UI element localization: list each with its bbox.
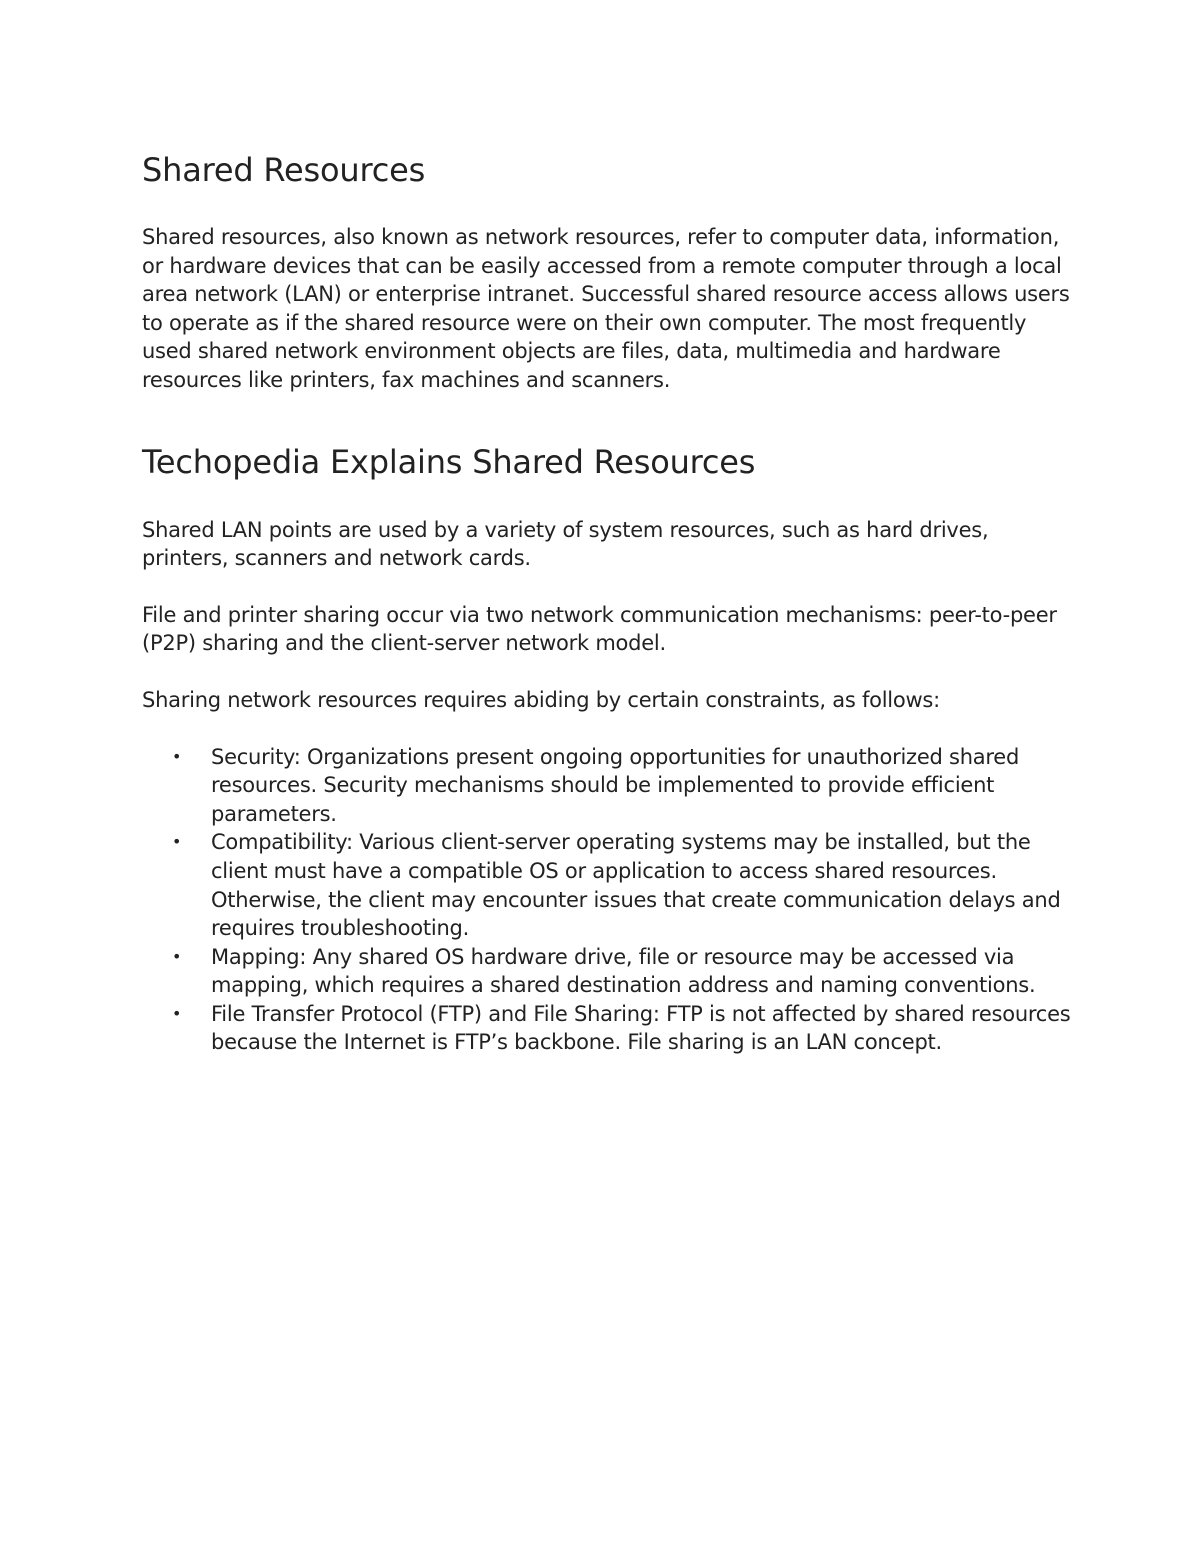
list-item	[142, 1000, 1077, 1057]
bullet-icon: •	[172, 946, 182, 966]
list-item	[142, 943, 1077, 1000]
page-title: Shared Resources	[142, 151, 426, 189]
bullet-icon: •	[172, 1003, 182, 1023]
section-heading: Techopedia Explains Shared Resources	[142, 442, 756, 481]
body-paragraph-1: Shared LAN points are used by a variety of system resources, such as hard drives, printers, scanners and network cards.	[142, 517, 989, 571]
bullet-icon: •	[172, 832, 182, 852]
list-item-text: File Transfer Protocol (FTP) and File Sharing: FTP is not affected by shared resources because the Internet is FTP’s backbone. File sharing is an LAN concept.	[211, 1001, 1071, 1055]
document-page	[142, 148, 1077, 1057]
constraints-list	[142, 743, 1077, 1058]
list-item	[142, 743, 1077, 829]
list-item-text: Mapping: Any shared OS hardware drive, file or resource may be accessed via mapping, which requires a shared destination address and naming conventions.	[211, 944, 1036, 998]
list-item-text: Security: Organizations present ongoing opportunities for unauthorized shared resources. Security mechanisms should be implemented to provide efficient parameters.	[211, 744, 1020, 826]
body-paragraph-3: Sharing network resources requires abiding by certain constraints, as follows:	[142, 687, 940, 712]
body-paragraph-2: File and printer sharing occur via two network communication mechanisms: peer-to-peer (P2P) sharing and the client-server network model.	[142, 602, 1057, 656]
intro-paragraph: Shared resources, also known as network resources, refer to computer data, information, or hardware devices that can be easily accessed from a remote computer through a local area network (LAN) or enterprise intranet. Successful shared resource access allows users to operate as if the shared resource were on their own computer. The most frequently used shared network environment objects are files, data, multimedia and hardware resources like printers, fax machines and scanners.	[142, 225, 1070, 392]
bullet-icon: •	[172, 746, 182, 766]
list-item-text: Compatibility: Various client-server operating systems may be installed, but the client must have a compatible OS or application to access shared resources. Otherwise, the client may encounter issues that create communication delays and requires troubleshooting.	[211, 830, 1061, 941]
list-item	[142, 828, 1077, 942]
